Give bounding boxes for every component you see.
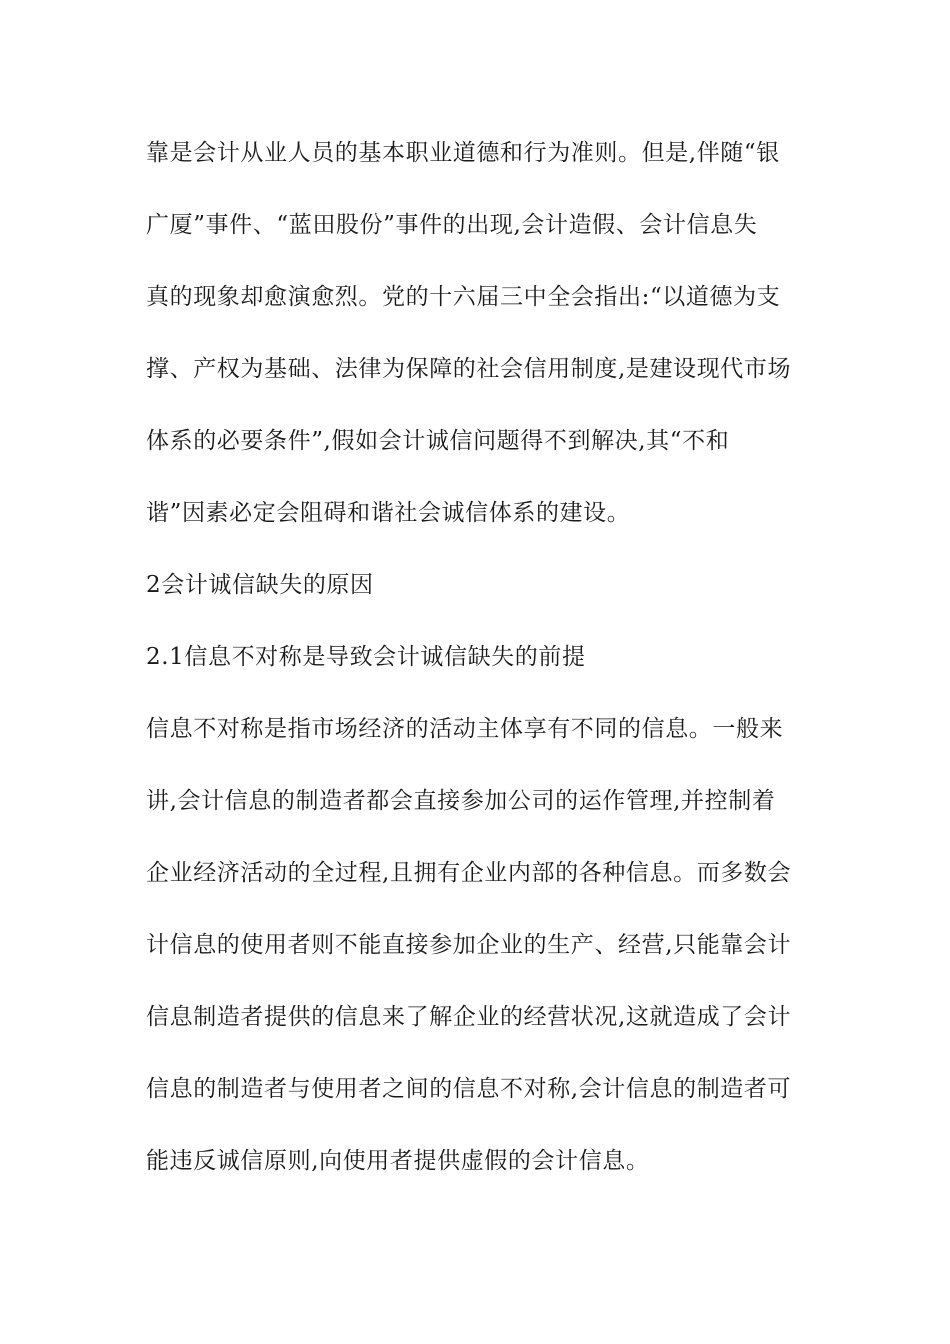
section-heading: 2会计诚信缺失的原因 [146, 572, 374, 598]
paragraph-line-5: 体系的必要条件”,假如会计诚信问题得不到解决,其“不和 [146, 428, 730, 454]
paragraph-line-12: 计信息的使用者则不能直接参加企业的生产、经营,只能靠会计 [146, 932, 792, 958]
paragraph-line-9: 信息不对称是指市场经济的活动主体享有不同的信息。一般来 [146, 716, 784, 742]
paragraph-line-15: 能违反诚信原则,向使用者提供虚假的会计信息。 [146, 1148, 650, 1174]
paragraph-line-13: 信息制造者提供的信息来了解企业的经营状况,这就造成了会计 [146, 1004, 792, 1030]
paragraph-line-1: 靠是会计从业人员的基本职业道德和行为准则。但是,伴随“银 [146, 140, 780, 166]
subsection-heading: 2.1信息不对称是导致会计诚信缺失的前提 [146, 644, 586, 670]
paragraph-line-11: 企业经济活动的全过程,且拥有企业内部的各种信息。而多数会 [146, 860, 792, 886]
paragraph-line-14: 信息的制造者与使用者之间的信息不对称,会计信息的制造者可 [146, 1076, 792, 1102]
paragraph-line-10: 讲,会计信息的制造者都会直接参加公司的运作管理,并控制着 [146, 788, 776, 814]
paragraph-line-6: 谐”因素必定会阻碍和谐社会诚信体系的建设。 [146, 500, 631, 526]
paragraph-line-4: 撑、产权为基础、法律为保障的社会信用制度,是建设现代市场 [146, 356, 792, 382]
paragraph-line-3: 真的现象却愈演愈烈。党的十六届三中全会指出:“以道德为支 [146, 284, 781, 310]
paragraph-line-2: 广厦”事件、“蓝田股份”事件的出现,会计造假、会计信息失 [146, 212, 758, 238]
